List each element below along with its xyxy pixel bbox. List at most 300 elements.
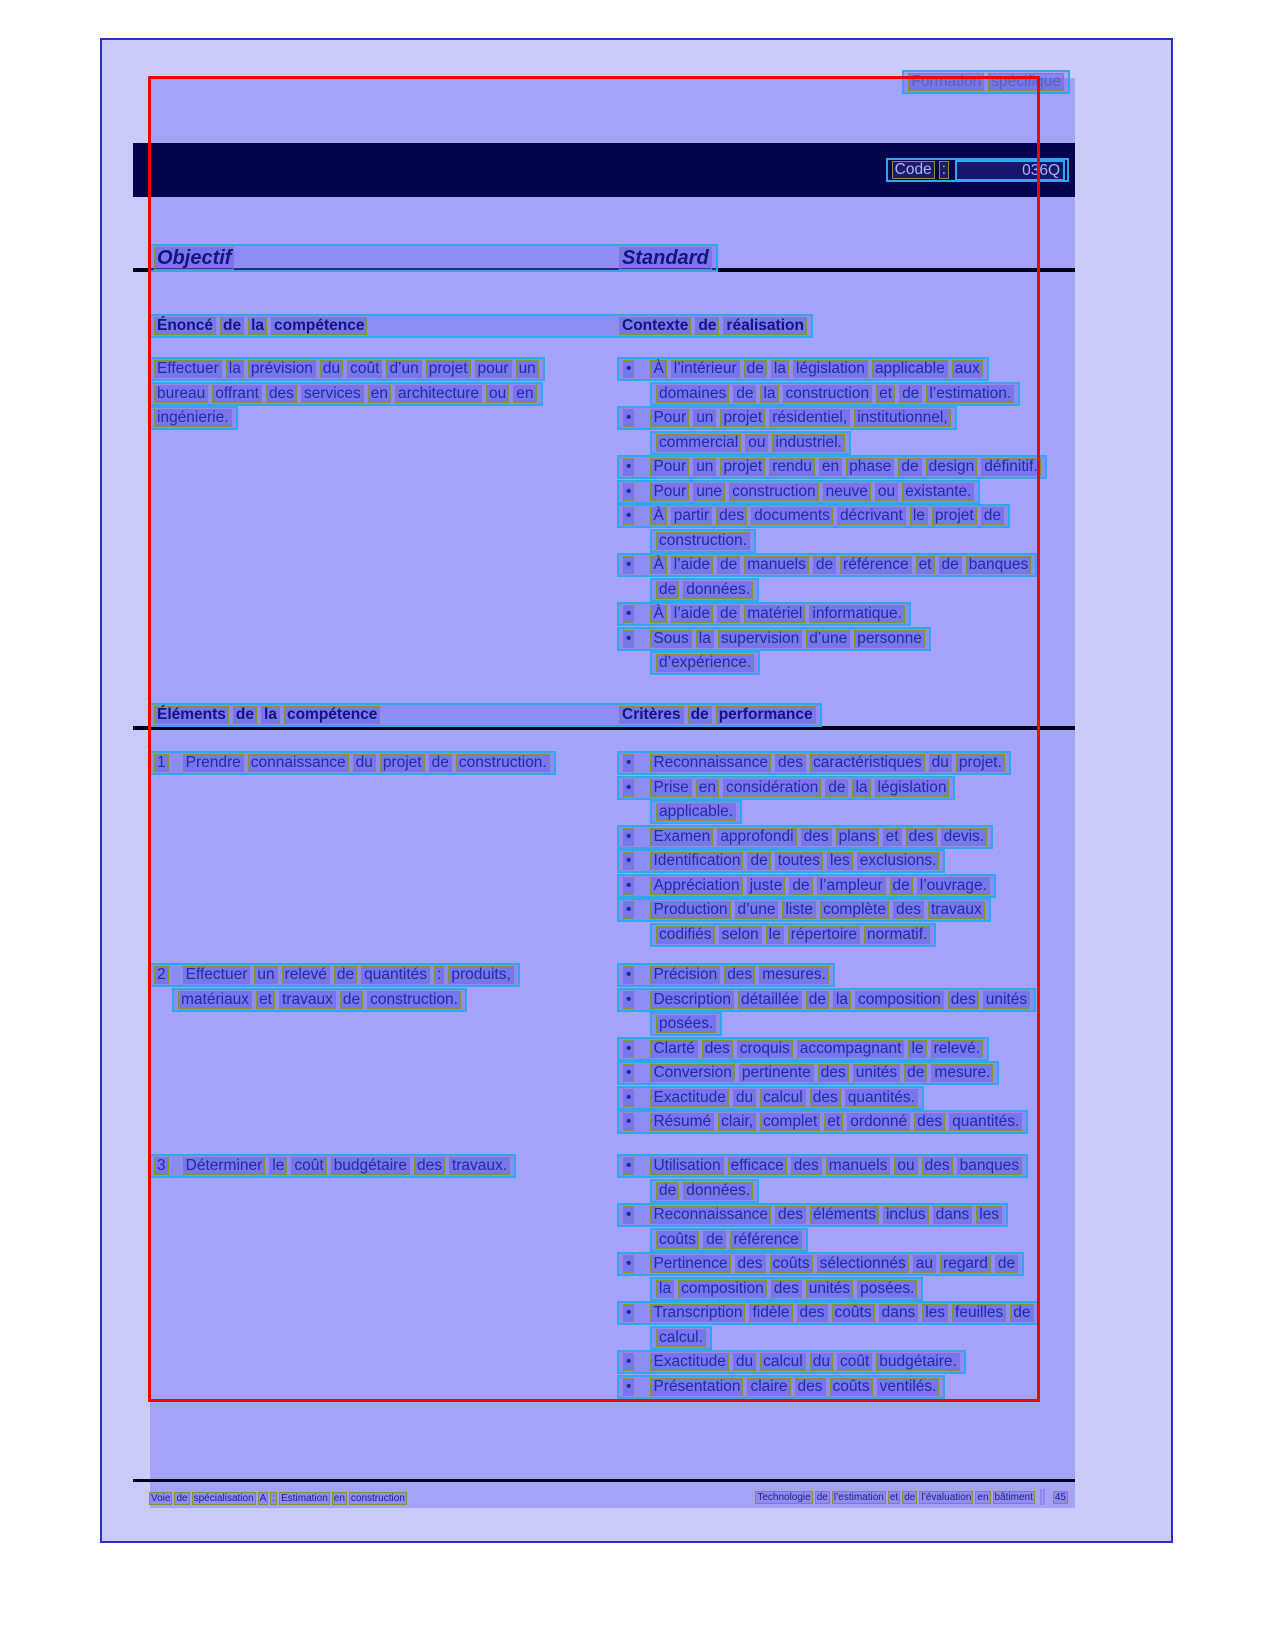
word: approfondi	[717, 828, 796, 846]
text-line	[650, 1179, 759, 1203]
word: :	[272, 1493, 276, 1504]
word: Sous	[650, 630, 691, 648]
text-row	[617, 1301, 1040, 1325]
text-line	[650, 1228, 808, 1252]
word: de	[656, 581, 679, 599]
word: éléments	[810, 1206, 879, 1224]
bullet-icon: •	[623, 1113, 634, 1131]
bullet-icon: •	[623, 991, 634, 1009]
word: mesures.	[759, 966, 829, 984]
word: spécifique	[988, 73, 1064, 91]
word: de	[429, 754, 452, 772]
text-row	[617, 849, 1011, 873]
text-line	[148, 963, 520, 987]
word: la	[656, 1280, 674, 1298]
header-band	[148, 314, 813, 338]
word: l’aide	[671, 556, 713, 574]
word: le	[269, 1157, 287, 1175]
text-line	[148, 406, 238, 430]
word: des	[414, 1157, 445, 1175]
word: clair,	[718, 1113, 756, 1131]
text-row	[617, 578, 1047, 602]
word: ou	[894, 1157, 917, 1175]
word: composition	[855, 991, 944, 1009]
word: en	[977, 1491, 989, 1503]
text-line	[650, 1326, 712, 1350]
word: exclusions.	[857, 852, 940, 870]
bullet-icon: •	[623, 779, 634, 797]
word: Résumé	[650, 1113, 714, 1131]
item-number: 2	[154, 966, 169, 984]
word: Objectif	[154, 247, 234, 270]
text-row	[617, 898, 1011, 922]
text-row	[617, 480, 1047, 504]
word: les	[922, 1304, 948, 1322]
word: complète	[820, 901, 889, 919]
text-line	[617, 1110, 1028, 1134]
word: de	[744, 360, 767, 378]
word: une	[693, 483, 725, 501]
text-line	[617, 1203, 1008, 1227]
word: le	[766, 926, 784, 944]
word: référence	[840, 556, 911, 574]
word: informatique.	[809, 605, 905, 623]
word: en	[696, 779, 719, 797]
word: projet	[932, 507, 977, 525]
word: inclus	[883, 1206, 929, 1224]
text-row	[617, 504, 1047, 528]
word: coût	[291, 1157, 326, 1175]
word: construction.	[456, 754, 550, 772]
text-line	[148, 357, 545, 381]
text-row	[617, 1179, 1040, 1203]
word: Voie	[151, 1493, 171, 1504]
word: ingénierie.	[154, 409, 232, 427]
bullet-icon: •	[623, 1378, 634, 1396]
bullet-icon: •	[623, 1064, 634, 1082]
element-text	[148, 1154, 617, 1399]
word: unités	[853, 1064, 900, 1082]
word: prévision	[248, 360, 316, 378]
word: unités	[983, 991, 1030, 1009]
text-line	[617, 849, 945, 873]
word: Prise	[650, 779, 691, 797]
bullet-icon: •	[623, 877, 634, 895]
text-line	[902, 70, 1070, 94]
text-line	[617, 553, 1037, 577]
bullet-icon: •	[623, 828, 634, 846]
text-row	[617, 1110, 1036, 1134]
word: croquis	[737, 1040, 793, 1058]
word: des	[266, 385, 297, 403]
word: de	[904, 1491, 916, 1503]
word: budgétaire.	[876, 1353, 960, 1371]
text-line	[617, 1375, 945, 1399]
word: des	[775, 754, 806, 772]
word: de	[995, 1255, 1018, 1273]
word: Pour	[650, 458, 689, 476]
word: devis.	[941, 828, 988, 846]
word: bureau	[154, 385, 208, 403]
word: des	[801, 828, 832, 846]
word: normatif.	[864, 926, 930, 944]
title-banner	[133, 143, 1075, 197]
word: de	[688, 706, 712, 724]
word: manuels	[826, 1157, 891, 1175]
word: des	[771, 1280, 802, 1298]
word: dans	[933, 1206, 973, 1224]
text-line	[617, 1252, 1024, 1276]
word: A	[259, 1493, 267, 1504]
word: Description	[650, 991, 734, 1009]
text-line	[650, 431, 851, 455]
column-title-band	[148, 244, 718, 272]
text-row	[617, 1154, 1040, 1178]
bullet-icon: •	[623, 409, 634, 427]
word: projet.	[956, 754, 1005, 772]
word: liste	[782, 901, 816, 919]
word: produits,	[448, 966, 513, 984]
word: composition	[678, 1280, 767, 1298]
word: de	[939, 556, 962, 574]
word: connaissance	[248, 754, 349, 772]
band-left-group	[152, 317, 617, 335]
word: design	[926, 458, 978, 476]
word: À	[650, 556, 666, 574]
text-line	[617, 1154, 1028, 1178]
word: de	[220, 317, 244, 335]
word: d’un	[386, 360, 421, 378]
text-line	[172, 988, 467, 1012]
word: offrant	[212, 385, 262, 403]
word: Transcription	[650, 1304, 745, 1322]
word: un	[254, 966, 277, 984]
word: et	[889, 1491, 899, 1503]
word: des	[797, 1304, 828, 1322]
word: Conversion	[650, 1064, 734, 1082]
word: des	[795, 1378, 826, 1396]
word: référence	[730, 1231, 801, 1249]
word: un	[516, 360, 539, 378]
word: de	[733, 385, 756, 403]
word: budgétaire	[331, 1157, 410, 1175]
text-row	[617, 800, 1011, 824]
word: des	[735, 1255, 766, 1273]
word: de	[816, 1491, 828, 1503]
word: phase	[846, 458, 894, 476]
word: compétence	[271, 317, 367, 335]
word: le	[908, 1040, 926, 1058]
word: selon	[719, 926, 762, 944]
page-footer	[133, 1488, 1075, 1507]
text-line	[617, 963, 835, 987]
bullet-icon: •	[623, 1255, 634, 1273]
word: relevé.	[931, 1040, 984, 1058]
word: matériel	[744, 605, 805, 623]
word: la	[852, 779, 870, 797]
word: de	[656, 1182, 679, 1200]
word: Production	[650, 901, 730, 919]
text-line	[617, 874, 996, 898]
word: Effectuer	[183, 966, 251, 984]
text-line	[617, 504, 1010, 528]
word: quantités.	[949, 1113, 1022, 1131]
text-row	[617, 1350, 1040, 1374]
word: construction.	[656, 532, 750, 550]
text-row	[617, 963, 1036, 987]
text-row	[617, 651, 1047, 675]
text-row	[617, 1012, 1036, 1036]
text-row	[617, 1277, 1040, 1301]
word: données.	[683, 1182, 753, 1200]
word: d’expérience.	[656, 654, 754, 672]
text-row	[617, 455, 1047, 479]
word: Reconnaissance	[650, 754, 771, 772]
text-row	[617, 988, 1036, 1012]
text-line	[617, 825, 993, 849]
word: du	[733, 1353, 756, 1371]
word: calcul	[760, 1353, 806, 1371]
word: la	[833, 991, 851, 1009]
word: des	[716, 507, 747, 525]
text-row	[902, 70, 1070, 94]
word: des	[914, 1113, 945, 1131]
criteria-list	[617, 751, 1011, 947]
criteria-list	[617, 1154, 1040, 1399]
text-line	[650, 382, 1020, 406]
word: de	[334, 966, 357, 984]
bullet-icon: •	[623, 507, 634, 525]
bullet-icon: •	[623, 966, 634, 984]
word: des	[810, 1089, 841, 1107]
element-row	[148, 751, 1011, 947]
word: pour	[475, 360, 512, 378]
word: ordonné	[847, 1113, 910, 1131]
text-line	[617, 1350, 966, 1374]
word: unités	[806, 1280, 853, 1298]
word: en	[819, 458, 842, 476]
word: fidèle	[749, 1304, 792, 1322]
word: décrivant	[837, 507, 906, 525]
word: projet	[720, 458, 765, 476]
bullet-icon: •	[623, 754, 634, 772]
text-line	[617, 1086, 924, 1110]
bullet-icon: •	[623, 1304, 634, 1322]
word: spécialisation	[193, 1493, 254, 1504]
word: des	[948, 991, 979, 1009]
word: coûts	[656, 1231, 699, 1249]
word: Standard	[619, 247, 712, 270]
word: Énoncé	[154, 317, 216, 335]
header-band	[148, 244, 718, 272]
context-bullets	[617, 357, 1047, 676]
band-left-group	[152, 247, 617, 270]
word: les	[976, 1206, 1002, 1224]
word: claire	[747, 1378, 790, 1396]
word: construction.	[367, 991, 461, 1009]
word: l’ouvrage.	[917, 877, 990, 895]
word: la	[760, 385, 778, 403]
text-line	[617, 627, 931, 651]
text-line	[754, 1489, 1036, 1505]
word: Prendre	[183, 754, 244, 772]
word: coûts	[832, 1304, 875, 1322]
word: Présentation	[650, 1378, 743, 1396]
word: posées.	[857, 1280, 917, 1298]
word: juste	[747, 877, 786, 895]
word: Précision	[650, 966, 720, 984]
text-row	[617, 627, 1047, 651]
bullet-icon: •	[623, 630, 634, 648]
word: Utilisation	[650, 1157, 723, 1175]
word: de	[747, 852, 770, 870]
word: répertoire	[788, 926, 860, 944]
word: plans	[836, 828, 879, 846]
word: du	[929, 754, 952, 772]
word: rendu	[769, 458, 815, 476]
text-line	[650, 800, 742, 824]
element-row	[148, 963, 1036, 1135]
word: des	[906, 828, 937, 846]
word: performance	[716, 706, 816, 724]
word: de	[717, 556, 740, 574]
footer-right-text	[754, 1489, 1069, 1505]
competence-statement	[148, 357, 617, 676]
word: :	[434, 966, 444, 984]
text-row	[617, 1203, 1040, 1227]
word: du	[733, 1089, 756, 1107]
word: projet	[720, 409, 765, 427]
word: complet	[760, 1113, 820, 1131]
code-field[interactable]: 036Q	[955, 160, 1065, 181]
word: feuilles	[952, 1304, 1006, 1322]
word: de	[1010, 1304, 1033, 1322]
element-text	[148, 963, 617, 1135]
word: À	[650, 360, 666, 378]
word: la	[771, 360, 789, 378]
word: ou	[875, 483, 898, 501]
text-row	[617, 1252, 1040, 1276]
text-line	[617, 988, 1036, 1012]
word: Effectuer	[154, 360, 222, 378]
word: considération	[723, 779, 821, 797]
text-row	[617, 776, 1011, 800]
word: du	[320, 360, 343, 378]
text-line	[148, 1491, 408, 1507]
word: en	[333, 1493, 345, 1504]
text-line	[148, 382, 543, 406]
text-line	[650, 1012, 722, 1036]
word: Déterminer	[183, 1157, 266, 1175]
word: accompagnant	[797, 1040, 905, 1058]
divider-rule	[133, 1479, 1075, 1482]
word: coût	[347, 360, 382, 378]
word: de	[899, 385, 922, 403]
word: neuve	[823, 483, 871, 501]
word: commercial	[656, 434, 741, 452]
word: existante.	[902, 483, 974, 501]
code-label: Code	[892, 161, 935, 179]
word: Formation	[908, 73, 984, 91]
text-row	[617, 874, 1011, 898]
word: données.	[683, 581, 753, 599]
word: de	[176, 1493, 188, 1504]
text-row	[148, 751, 617, 775]
text-line	[1052, 1489, 1069, 1505]
competence-body	[148, 357, 1047, 676]
bullet-icon: •	[623, 1353, 634, 1371]
text-row	[617, 825, 1011, 849]
word: l’ampleur	[817, 877, 886, 895]
word: codifiés	[656, 926, 715, 944]
word: l’estimation.	[926, 385, 1014, 403]
word: un	[693, 409, 716, 427]
word: applicable.	[656, 803, 736, 821]
word: Identification	[650, 852, 743, 870]
text-row	[617, 1037, 1036, 1061]
classification-label	[902, 70, 1070, 95]
word: Estimation	[281, 1493, 328, 1504]
elements-header-band	[148, 703, 822, 727]
text-line	[617, 480, 980, 504]
word: personne	[854, 630, 925, 648]
text-row	[148, 988, 617, 1012]
code-separator: :	[939, 161, 949, 179]
text-line	[617, 602, 911, 626]
text-line	[650, 529, 756, 553]
word: supervision	[718, 630, 802, 648]
bullet-icon: •	[623, 483, 634, 501]
bullet-icon: •	[623, 1089, 634, 1107]
word: quantités	[361, 966, 430, 984]
word: de	[825, 779, 848, 797]
word: relevé	[282, 966, 330, 984]
item-number: 3	[154, 1157, 169, 1175]
word: du	[353, 754, 376, 772]
word: de	[890, 877, 913, 895]
text-row	[148, 382, 617, 406]
bullet-icon: •	[623, 360, 634, 378]
bullet-icon: •	[623, 1206, 634, 1224]
bullet-icon: •	[623, 852, 634, 870]
text-row	[148, 1154, 617, 1178]
word: ventilés.	[877, 1378, 940, 1396]
word: Éléments	[154, 706, 229, 724]
text-line	[617, 357, 989, 381]
word: coûts	[830, 1378, 873, 1396]
word: de	[904, 1064, 927, 1082]
word: de	[340, 991, 363, 1009]
word: l’évaluation	[921, 1491, 972, 1503]
text-line	[617, 898, 991, 922]
word: bâtiment	[994, 1491, 1033, 1503]
word: toutes	[775, 852, 823, 870]
text-line	[617, 751, 1011, 775]
word: des	[724, 966, 755, 984]
word: de	[703, 1231, 726, 1249]
text-line	[650, 1277, 923, 1301]
bullet-icon: •	[623, 556, 634, 574]
word: de	[695, 317, 719, 335]
band-left-group	[152, 706, 617, 724]
word: travaux	[928, 901, 985, 919]
word: compétence	[284, 706, 380, 724]
bullet-icon: •	[623, 1040, 634, 1058]
word: et	[916, 556, 935, 574]
word: coûts	[770, 1255, 813, 1273]
text-line	[650, 923, 936, 947]
text-row	[617, 1375, 1040, 1399]
